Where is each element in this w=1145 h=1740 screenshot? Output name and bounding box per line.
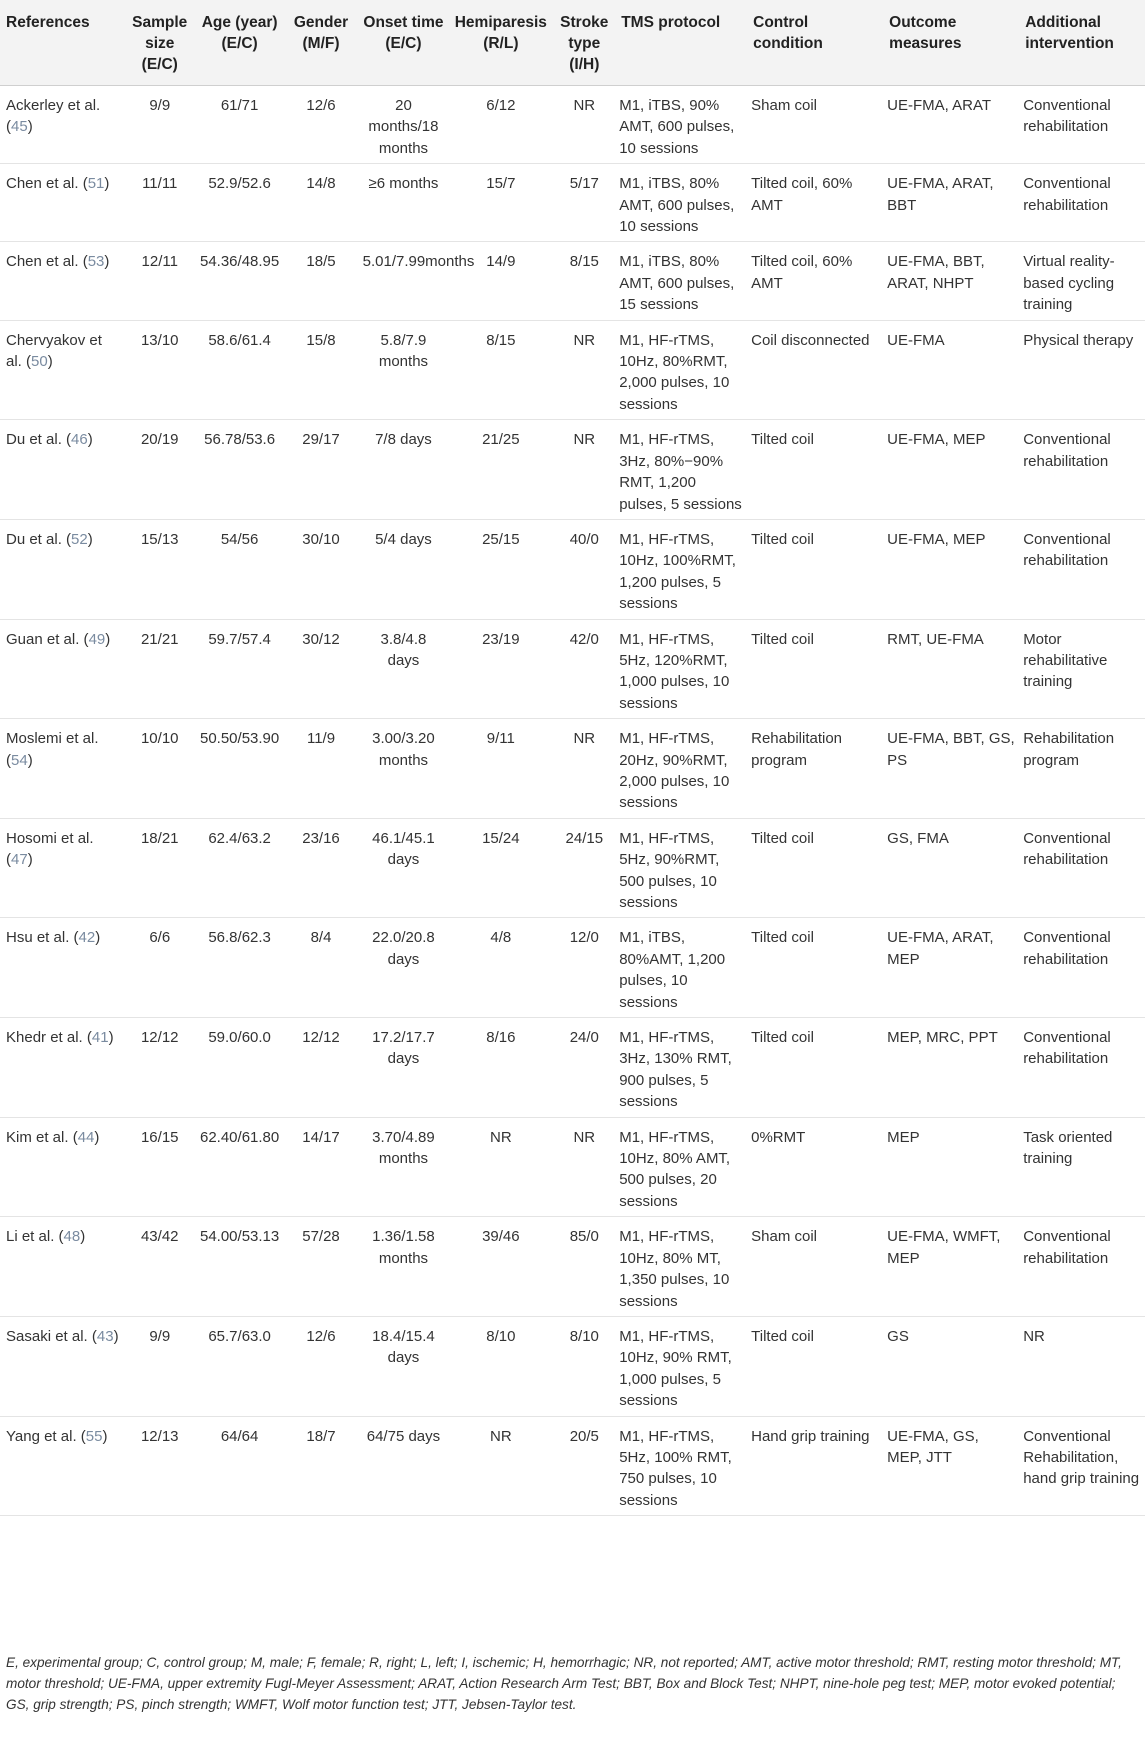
table-row (0, 164, 1145, 242)
cell-outcome-measures: UE-FMA (887, 331, 945, 349)
header-tms-protocol: TMS protocol (615, 0, 747, 86)
table-row (0, 242, 1145, 320)
cell-tms-protocol: M1, HF-rTMS, 10Hz, 100%RMT, 1,200 pulses, 5 sessions (619, 530, 736, 613)
table-row (0, 1316, 1145, 1416)
cell-hemiparesis: NR (490, 1427, 512, 1445)
reference-author: Du et al. (6, 431, 62, 449)
header-age: Age (year) (E/C) (196, 0, 284, 86)
table-row (0, 420, 1145, 520)
cell-gender: 11/9 (306, 730, 336, 748)
cell-sample-size: 15/13 (140, 530, 179, 548)
cell-control-condition: Rehabilitation program (751, 730, 843, 769)
cell-reference: Du et al. (52) (6, 530, 93, 548)
cell-sample-size: 11/11 (142, 175, 178, 193)
cell-additional-intervention: Conventional rehabilitation (1023, 1029, 1111, 1068)
cell-control-condition: Coil disconnected (751, 331, 870, 349)
header-hemiparesis: Hemiparesis (R/L) (448, 0, 553, 86)
header-control-condition: Control condition (747, 0, 883, 86)
cell-additional-intervention: Conventional rehabilitation (1023, 829, 1111, 869)
header-additional-intervention: Additional intervention (1019, 0, 1145, 86)
cell-stroke-type: 24/0 (569, 1029, 599, 1047)
cell-tms-protocol: M1, HF-rTMS, 5Hz, 120%RMT, 1,000 pulses, 10 sessions (619, 630, 730, 712)
cell-gender: 12/6 (306, 97, 336, 114)
cell-reference: Yang et al. (55) (6, 1427, 108, 1445)
cell-outcome-measures: UE-FMA, ARAT, BBT (887, 175, 994, 214)
cell-outcome-measures: UE-FMA, ARAT, MEP (887, 929, 994, 968)
cell-reference: Li et al. (48) (6, 1228, 86, 1246)
cell-age: 58.6/61.4 (208, 331, 271, 349)
cell-reference: Chen et al. (53) (6, 253, 110, 271)
table-row (0, 519, 1145, 619)
reference-number-link[interactable]: 55 (85, 1427, 103, 1445)
cell-reference: Hsu et al. (42) (6, 929, 101, 947)
cell-stroke-type: NR (573, 431, 596, 449)
cell-control-condition: Hand grip training (751, 1427, 870, 1445)
cell-tms-protocol: M1, iTBS, 80%AMT, 1,200 pulses, 10 sessions (619, 929, 726, 1011)
cell-sample-size: 12/11 (141, 253, 178, 271)
cell-outcome-measures: GS (887, 1327, 909, 1345)
cell-hemiparesis: 23/19 (482, 630, 520, 648)
cell-tms-protocol: M1, HF-rTMS, 10Hz, 80%RMT, 2,000 pulses, 10 sessions (619, 331, 730, 413)
cell-stroke-type: NR (573, 97, 596, 114)
table-row (0, 1117, 1145, 1217)
cell-hemiparesis: 25/15 (482, 530, 520, 548)
cell-outcome-measures: UE-FMA, MEP (887, 431, 986, 449)
reference-number-link[interactable]: 47 (11, 851, 28, 869)
cell-onset-time: 18.4/15.4 days (372, 1327, 435, 1367)
header-gender: Gender (M/F) (283, 0, 358, 86)
cell-control-condition: Tilted coil (751, 630, 814, 648)
cell-onset-time: 5/4 days (375, 530, 432, 548)
cell-control-condition: Tilted coil, 60% AMT (751, 253, 853, 292)
cell-tms-protocol: M1, HF-rTMS, 20Hz, 90%RMT, 2,000 pulses, 10 sessions (619, 730, 730, 812)
table-row (0, 1018, 1145, 1118)
cell-tms-protocol: M1, HF-rTMS, 10Hz, 90% RMT, 1,000 pulses, 5 sessions (619, 1327, 732, 1410)
cell-additional-intervention: Conventional Rehabilitation, hand grip training (1023, 1427, 1140, 1488)
cell-onset-time: 7/8 days (375, 431, 432, 449)
reference-number-link[interactable]: 43 (96, 1327, 114, 1345)
cell-hemiparesis: 14/9 (486, 253, 516, 271)
cell-sample-size: 12/13 (140, 1427, 179, 1445)
reference-author: Du et al. (6, 530, 62, 548)
cell-reference: Guan et al. (49) (6, 630, 111, 648)
reference-author: Kim et al. (6, 1128, 69, 1146)
cell-outcome-measures: RMT, UE-FMA (887, 630, 984, 648)
cell-stroke-type: 12/0 (569, 929, 599, 947)
cell-age: 61/71 (220, 97, 259, 114)
cell-onset-time: 64/75 days (366, 1427, 441, 1445)
cell-control-condition: Sham coil (751, 1228, 817, 1246)
cell-tms-protocol: M1, HF-rTMS, 3Hz, 80%−90% RMT, 1,200 pulses, 5 sessions (619, 431, 742, 513)
cell-reference: Moslemi et al. (54) (6, 730, 99, 769)
cell-age: 65.7/63.0 (208, 1327, 271, 1345)
cell-control-condition: Tilted coil (751, 829, 814, 847)
header-stroke-type: Stroke type (I/H) (553, 0, 615, 86)
table-row (0, 320, 1145, 420)
cell-tms-protocol: M1, HF-rTMS, 3Hz, 130% RMT, 900 pulses, 5 sessions (619, 1029, 732, 1111)
cell-tms-protocol: M1, HF-rTMS, 10Hz, 80% AMT, 500 pulses, 20 sessions (619, 1128, 731, 1210)
reference-number-link[interactable]: 48 (63, 1228, 81, 1246)
cell-control-condition: Tilted coil (751, 530, 814, 548)
cell-onset-time: 3.70/4.89 months (372, 1128, 435, 1168)
cell-hemiparesis: 4/8 (490, 929, 512, 947)
cell-stroke-type: NR (573, 331, 596, 349)
cell-age: 54.36/48.95 (199, 253, 280, 271)
cell-age: 64/64 (220, 1427, 259, 1445)
reference-author: Hsu et al. (6, 929, 70, 947)
cell-gender: 23/16 (302, 829, 340, 847)
table-body (0, 86, 1145, 1516)
cell-tms-protocol: M1, iTBS, 90% AMT, 600 pulses, 10 sessions (619, 97, 735, 157)
cell-additional-intervention: Conventional rehabilitation (1023, 929, 1111, 968)
cell-reference: Sasaki et al. (43) (6, 1327, 119, 1345)
table-row (0, 619, 1145, 719)
cell-reference: Kim et al. (44) (6, 1128, 100, 1146)
table-row (0, 1416, 1145, 1516)
cell-hemiparesis: NR (490, 1128, 512, 1146)
cell-stroke-type: 85/0 (569, 1228, 599, 1246)
cell-hemiparesis: 39/46 (482, 1228, 520, 1246)
cell-control-condition: Sham coil (751, 97, 817, 114)
cell-additional-intervention: Conventional rehabilitation (1023, 1228, 1111, 1267)
reference-number-link[interactable]: 52 (71, 530, 88, 548)
cell-sample-size: 16/15 (140, 1128, 179, 1146)
cell-control-condition: Tilted coil (751, 1327, 814, 1345)
cell-stroke-type: 42/0 (569, 630, 599, 648)
cell-reference: Hosomi et al. (47) (6, 829, 94, 869)
cell-tms-protocol: M1, iTBS, 80% AMT, 600 pulses, 15 sessions (619, 253, 735, 314)
cell-age: 54/56 (220, 530, 259, 548)
cell-hemiparesis: 9/11 (486, 730, 515, 748)
cell-stroke-type: 8/10 (569, 1327, 599, 1345)
cell-outcome-measures: GS, FMA (887, 829, 949, 847)
cell-gender: 12/12 (302, 1029, 340, 1047)
cell-tms-protocol: M1, HF-rTMS, 5Hz, 90%RMT, 500 pulses, 10 sessions (619, 829, 720, 911)
cell-tms-protocol: M1, iTBS, 80% AMT, 600 pulses, 10 sessions (619, 175, 735, 236)
reference-author: Moslemi et al. (6, 730, 99, 748)
cell-stroke-type: 24/15 (565, 829, 604, 847)
reference-author: Guan et al. (6, 630, 80, 648)
reference-author: Sasaki et al. (6, 1327, 88, 1345)
reference-number-link[interactable]: 51 (87, 175, 105, 193)
reference-number-link[interactable]: 54 (11, 751, 28, 769)
header-row (0, 0, 1145, 86)
cell-sample-size: 6/6 (149, 929, 171, 947)
cell-reference: Chervyakov et al. (50) (6, 331, 102, 371)
cell-onset-time: 1.36/1.58 months (372, 1228, 435, 1267)
cell-outcome-measures: UE-FMA, WMFT, MEP (887, 1228, 1001, 1267)
cell-onset-time: 17.2/17.7 days (372, 1029, 435, 1068)
cell-control-condition: Tilted coil (751, 431, 814, 449)
cell-outcome-measures: UE-FMA, MEP (887, 530, 986, 548)
cell-additional-intervention: NR (1023, 1327, 1045, 1345)
cell-hemiparesis: 15/24 (482, 829, 520, 847)
cell-hemiparesis: 8/15 (486, 331, 516, 349)
table-row (0, 818, 1145, 918)
cell-sample-size: 9/9 (149, 97, 171, 114)
table-row (0, 918, 1145, 1018)
header-references: References (0, 0, 124, 86)
cell-stroke-type: NR (573, 1128, 596, 1146)
cell-stroke-type: 20/5 (569, 1427, 599, 1445)
reference-number-link[interactable]: 50 (31, 353, 48, 371)
cell-outcome-measures: MEP, MRC, PPT (887, 1029, 998, 1047)
cell-additional-intervention: Conventional rehabilitation (1023, 97, 1111, 136)
reference-author: Chervyakov et al. (6, 331, 102, 371)
table-row (0, 719, 1145, 819)
cell-gender: 57/28 (302, 1228, 340, 1246)
reference-number-link[interactable]: 41 (91, 1029, 109, 1047)
cell-hemiparesis: 21/25 (482, 431, 520, 449)
cell-additional-intervention: Conventional rehabilitation (1023, 530, 1111, 570)
reference-number-link[interactable]: 46 (71, 431, 88, 449)
cell-hemiparesis: 8/10 (486, 1327, 516, 1345)
cell-stroke-type: NR (573, 730, 596, 748)
cell-sample-size: 9/9 (149, 1327, 171, 1345)
cell-age: 59.0/60.0 (208, 1029, 271, 1047)
cell-sample-size: 10/10 (140, 730, 179, 748)
cell-sample-size: 20/19 (140, 431, 179, 449)
cell-hemiparesis: 15/7 (486, 175, 516, 193)
cell-tms-protocol: M1, HF-rTMS, 10Hz, 80% MT, 1,350 pulses, 10 sessions (619, 1228, 730, 1310)
cell-outcome-measures: UE-FMA, ARAT (887, 97, 992, 114)
table-row (0, 86, 1145, 164)
cell-gender: 14/17 (302, 1128, 340, 1146)
cell-additional-intervention: Conventional rehabilitation (1023, 175, 1111, 214)
cell-gender: 15/8 (306, 331, 336, 349)
cell-control-condition: Tilted coil (751, 1029, 814, 1047)
reference-author: Chen et al. (6, 175, 79, 193)
reference-author: Chen et al. (6, 253, 79, 271)
cell-additional-intervention: Physical therapy (1023, 331, 1134, 349)
cell-gender: 18/5 (306, 253, 336, 271)
cell-outcome-measures: UE-FMA, GS, MEP, JTT (887, 1427, 979, 1466)
cell-gender: 30/12 (302, 630, 340, 648)
cell-reference: Du et al. (46) (6, 431, 93, 449)
cell-age: 62.40/61.80 (199, 1128, 280, 1146)
cell-control-condition: Tilted coil, 60% AMT (751, 175, 853, 214)
reference-author: Yang et al. (6, 1427, 77, 1445)
cell-control-condition: 0%RMT (751, 1128, 806, 1146)
cell-sample-size: 18/21 (140, 829, 179, 847)
reference-author: Khedr et al. (6, 1029, 83, 1047)
cell-age: 56.8/62.3 (208, 929, 271, 947)
cell-gender: 30/10 (302, 530, 340, 548)
cell-gender: 8/4 (310, 929, 332, 947)
header-outcome-measures: Outcome measures (883, 0, 1019, 86)
table-footnote: E, experimental group; C, control group; M, male; F, female; R, right; L, left; I, ischemic; H, hemorrhagic; NR, not reported; AMT, active motor threshold; RMT, resting motor threshold; MT, motor threshold; UE-FMA, upper extremity Fugl-Meyer Assessment; ARAT, Action Research Arm Test; BBT, Box and Block Test; NHPT, nine-hole peg test; MEP, motor evoked potential; GS, grip strength; PS, pinch strength; WMFT, Wolf motor function test; JTT, Jebsen-Taylor test. (6, 1655, 1122, 1712)
cell-sample-size: 43/42 (140, 1228, 179, 1246)
cell-additional-intervention: Rehabilitation program (1023, 730, 1115, 769)
reference-number-link[interactable]: 53 (87, 253, 105, 271)
reference-author: Ackerley et al. (6, 97, 101, 114)
cell-stroke-type: 5/17 (569, 175, 599, 193)
cell-stroke-type: 40/0 (569, 530, 599, 548)
cell-additional-intervention: Virtual reality-based cycling training (1023, 253, 1115, 314)
reference-author: Li et al. (6, 1228, 55, 1246)
cell-gender: 18/7 (306, 1427, 336, 1445)
cell-additional-intervention: Motor rehabilitative training (1023, 630, 1108, 691)
cell-outcome-measures: UE-FMA, BBT, ARAT, NHPT (887, 253, 985, 292)
cell-gender: 12/6 (306, 1327, 336, 1345)
cell-age: 56.78/53.6 (204, 431, 276, 449)
cell-sample-size: 13/10 (140, 331, 179, 349)
cell-hemiparesis: 8/16 (486, 1029, 516, 1047)
cell-outcome-measures: UE-FMA, BBT, GS, PS (887, 730, 1015, 769)
cell-onset-time: 5.01/7.99months (362, 253, 475, 271)
cell-age: 52.9/52.6 (208, 175, 271, 193)
reference-number-link[interactable]: 44 (77, 1128, 95, 1146)
cell-reference: Ackerley et al. (45) (6, 97, 101, 136)
reference-number-link[interactable]: 45 (11, 118, 28, 136)
header-sample-size: Sample size (E/C) (124, 0, 196, 86)
reference-number-link[interactable]: 49 (88, 630, 106, 648)
cell-gender: 14/8 (306, 175, 336, 193)
cell-onset-time: ≥6 months (368, 175, 439, 193)
table-row (0, 1217, 1145, 1317)
cell-gender: 29/17 (302, 431, 340, 449)
cell-hemiparesis: 6/12 (486, 97, 516, 114)
header-onset-time: Onset time (E/C) (359, 0, 449, 86)
reference-number-link[interactable]: 42 (78, 929, 96, 947)
cell-outcome-measures: MEP (887, 1128, 920, 1146)
cell-additional-intervention: Conventional rehabilitation (1023, 431, 1111, 470)
cell-age: 50.50/53.90 (199, 730, 280, 748)
cell-onset-time: 3.8/4.8 days (380, 630, 427, 669)
cell-onset-time: 20 months/18 months (368, 97, 439, 157)
cell-age: 59.7/57.4 (208, 630, 271, 648)
cell-age: 62.4/63.2 (208, 829, 271, 847)
cell-sample-size: 21/21 (140, 630, 179, 648)
cell-onset-time: 22.0/20.8 days (372, 929, 435, 968)
cell-sample-size: 12/12 (140, 1029, 179, 1047)
reference-author: Hosomi et al. (6, 829, 94, 847)
cell-additional-intervention: Task oriented training (1023, 1128, 1113, 1168)
cell-onset-time: 5.8/7.9 months (378, 331, 429, 371)
cell-reference: Chen et al. (51) (6, 175, 110, 193)
cell-stroke-type: 8/15 (569, 253, 599, 271)
cell-control-condition: Tilted coil (751, 929, 814, 947)
cell-onset-time: 46.1/45.1 days (372, 829, 435, 869)
cell-onset-time: 3.00/3.20 months (372, 730, 435, 769)
cell-reference: Khedr et al. (41) (6, 1029, 114, 1047)
cell-age: 54.00/53.13 (199, 1228, 280, 1246)
cell-tms-protocol: M1, HF-rTMS, 5Hz, 100% RMT, 750 pulses, 10 sessions (619, 1427, 732, 1509)
